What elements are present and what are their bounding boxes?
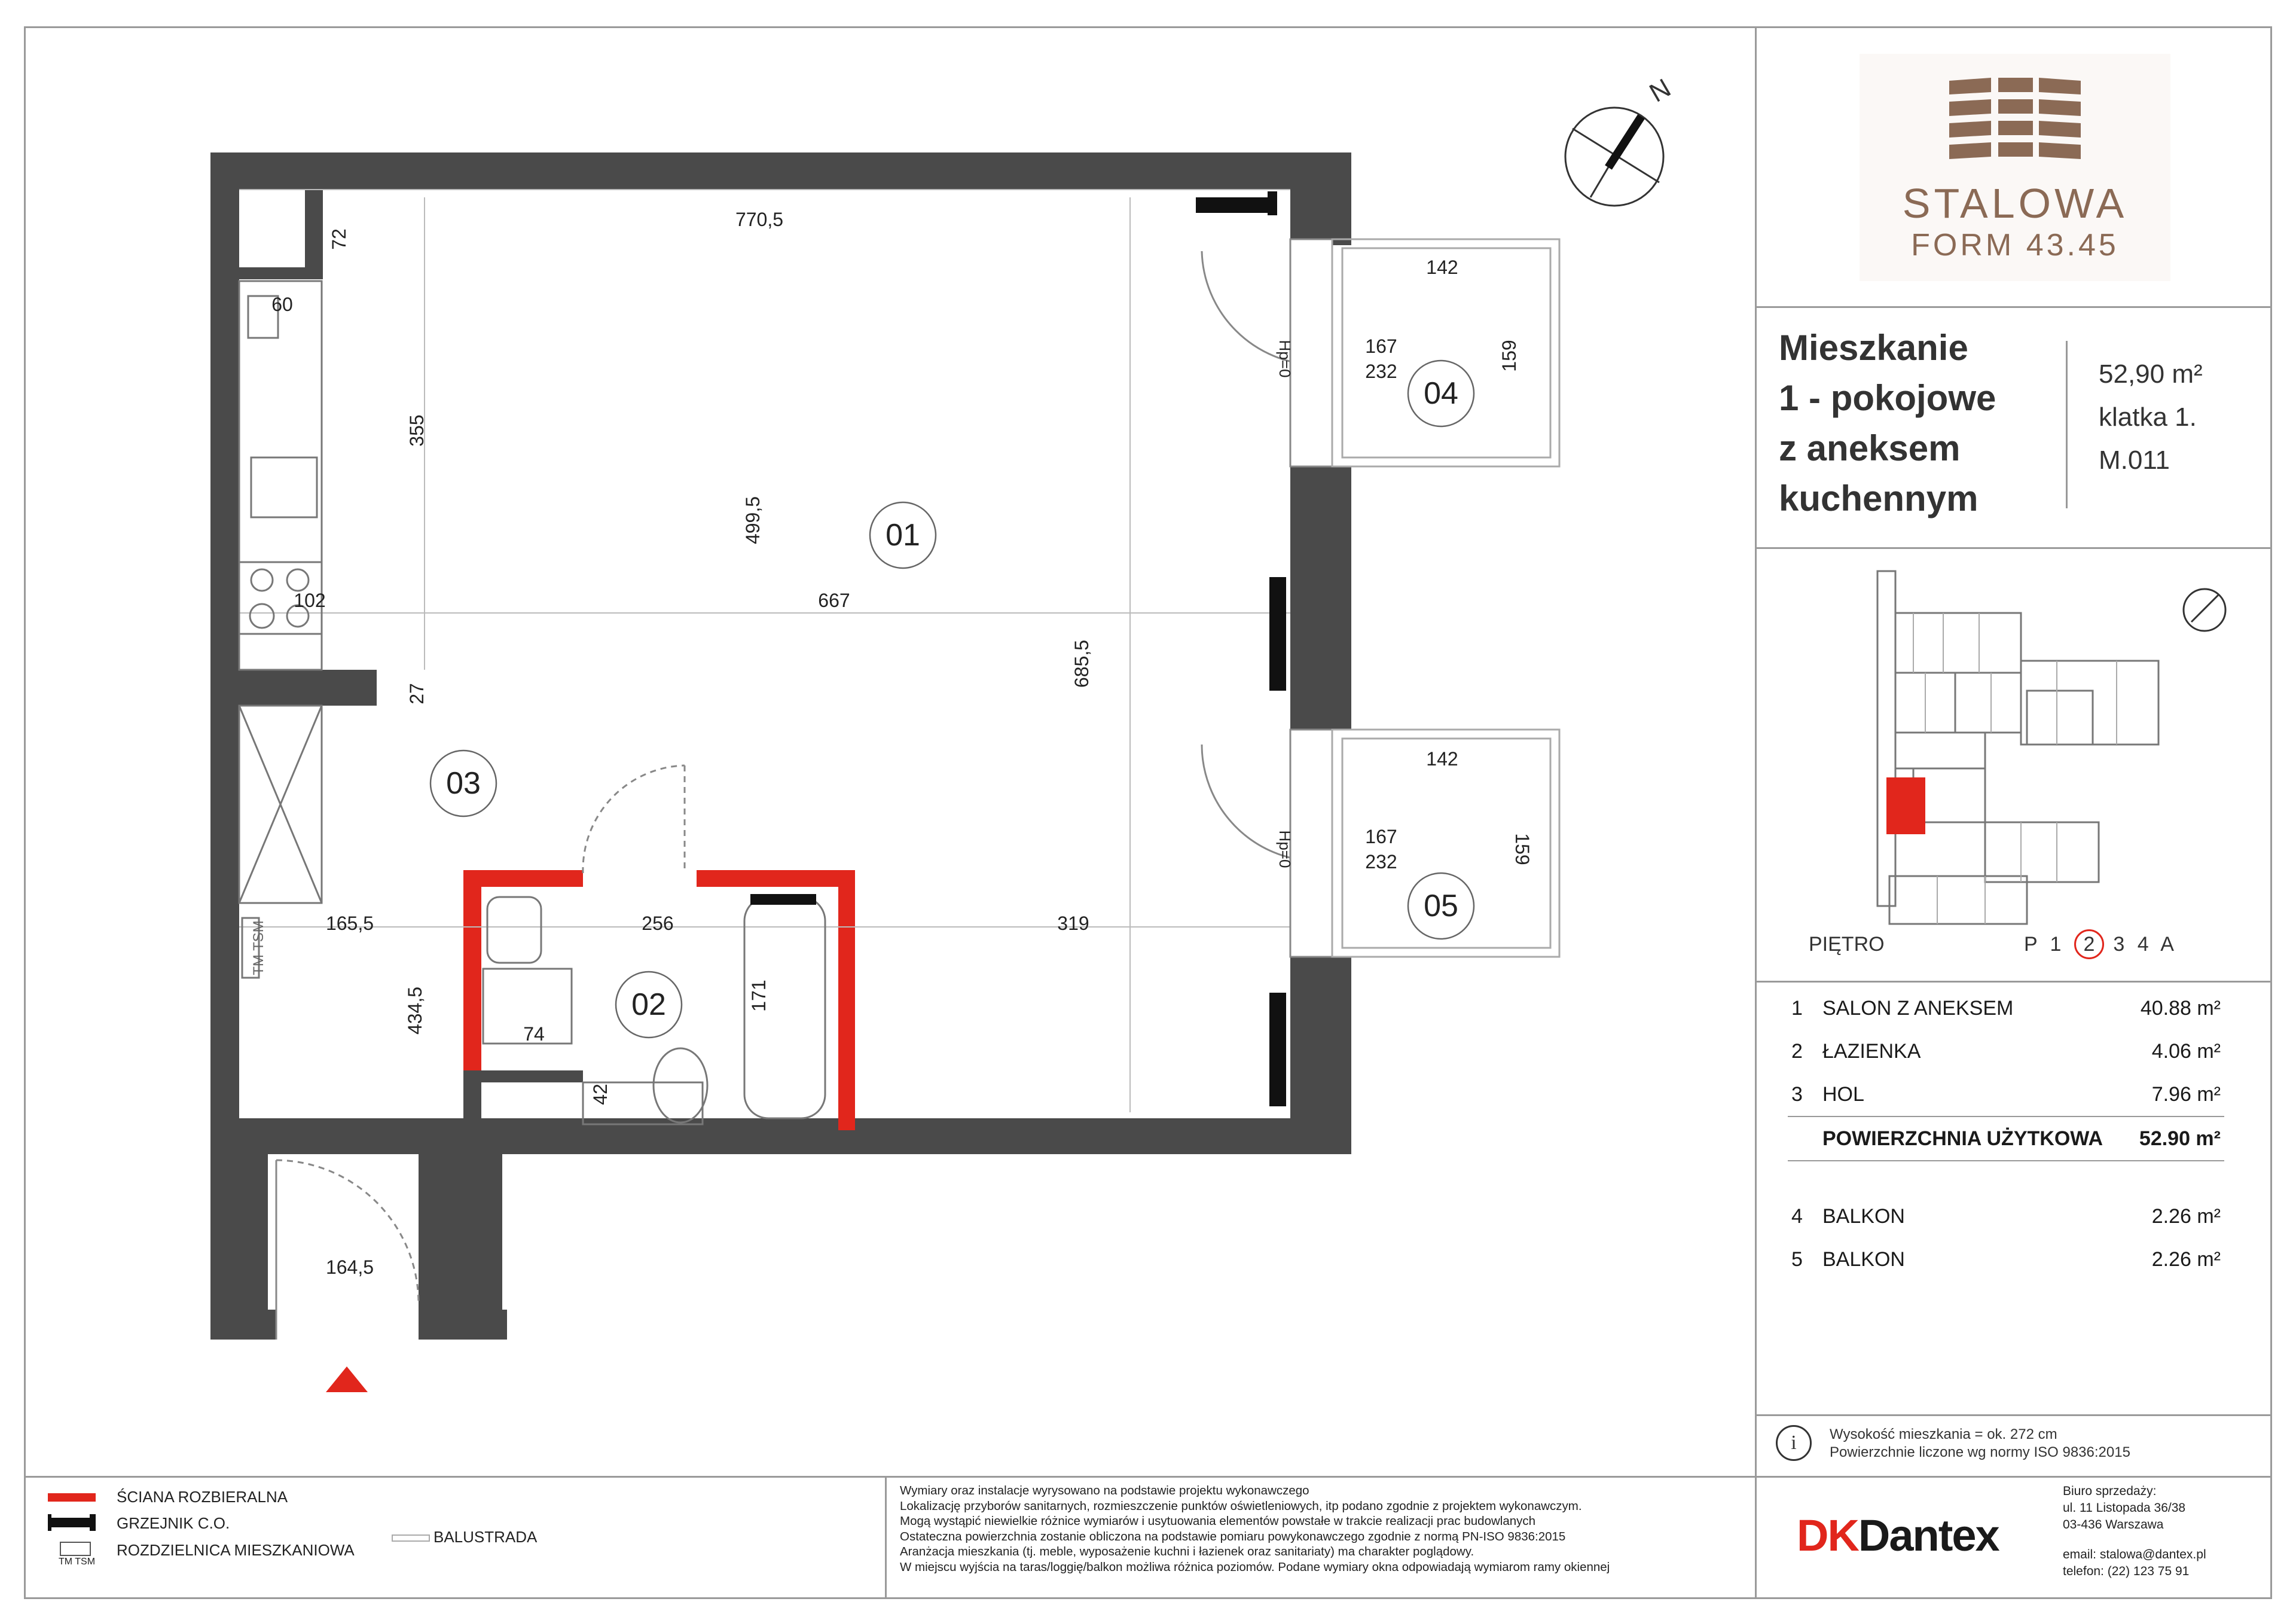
walls bbox=[210, 152, 1351, 1340]
table-row bbox=[1788, 1073, 2224, 1116]
dim-319: 319 bbox=[1057, 913, 1089, 934]
legend-distributor-tag: TM TSM bbox=[59, 1557, 96, 1567]
key-plan bbox=[1866, 559, 2254, 942]
developer-logo bbox=[1797, 1510, 1999, 1561]
legend-distributor-icon bbox=[60, 1542, 91, 1556]
legend-wall-swatch bbox=[48, 1493, 96, 1502]
note-line: Wymiary oraz instalacje wyrysowano na podstawie projektu wykonawczego bbox=[900, 1484, 1309, 1497]
dim-355: 355 bbox=[406, 414, 428, 447]
floor-3[interactable]: 3 bbox=[2113, 933, 2129, 956]
room-num: 1 bbox=[1791, 996, 1803, 1020]
developer-name: Dantex bbox=[1858, 1511, 1999, 1560]
office-title: Biuro sprzedaży: bbox=[2063, 1484, 2157, 1498]
dim-1655: 165,5 bbox=[325, 913, 374, 934]
apartment-area: 52,90 m² bbox=[2099, 359, 2203, 389]
total-label: POWIERZCHNIA UŻYTKOWA bbox=[1819, 1116, 2129, 1161]
table-row bbox=[1788, 1238, 2224, 1281]
dim-balcony4-depth: 159 bbox=[1498, 340, 1520, 372]
compass-letter: N bbox=[1644, 73, 1676, 108]
divider-floor bbox=[1755, 547, 2272, 549]
legend-distributor: ROZDZIELNICA MIESZKANIOWA bbox=[117, 1541, 355, 1559]
dim-171: 171 bbox=[748, 980, 770, 1012]
note-line: Ostateczna powierzchnia zostanie obliczona na podstawie pomiaru powykonawczego zgodnie z normą PN-ISO 9836:2015 bbox=[900, 1529, 1566, 1543]
dim-667: 667 bbox=[818, 590, 850, 611]
room-num: 3 bbox=[1791, 1082, 1803, 1106]
room-name: ŁAZIENKA bbox=[1822, 1039, 1921, 1063]
dim-102: 102 bbox=[294, 590, 326, 611]
dim-256: 256 bbox=[642, 913, 674, 934]
radiators bbox=[750, 191, 1286, 1106]
dim-42: 42 bbox=[590, 1084, 611, 1105]
office-city: 03-436 Warszawa bbox=[2063, 1518, 2164, 1532]
floor-a[interactable]: A bbox=[2160, 933, 2178, 956]
dim-60: 60 bbox=[271, 294, 293, 315]
note-line: Aranżacja mieszkania (tj. meble, wyposażenie kuchni i łazienek oraz sanitariaty) ma charakter poglądowy. bbox=[900, 1545, 1474, 1558]
dim-4345: 434,5 bbox=[404, 986, 426, 1035]
room-area: 40.88 m² bbox=[2140, 996, 2221, 1020]
dim-6855: 685,5 bbox=[1071, 639, 1092, 688]
title-line-4: kuchennym bbox=[1779, 478, 1979, 518]
total-row bbox=[1788, 1116, 2224, 1161]
dim-balcony4-167: 167 bbox=[1365, 335, 1397, 357]
brand-line1: STALOWA bbox=[1902, 180, 2128, 227]
entrance-door bbox=[276, 1160, 419, 1340]
floor-selector bbox=[2024, 933, 2178, 959]
legend-wall: ŚCIANA ROZBIERALNA bbox=[117, 1488, 288, 1506]
room-num: 2 bbox=[1791, 1039, 1803, 1063]
title-line-3: z aneksem bbox=[1779, 428, 1961, 468]
hp-label-1: Hp=0 bbox=[1276, 340, 1294, 378]
dim-74: 74 bbox=[523, 1023, 545, 1045]
dim-balcony5-width: 142 bbox=[1426, 748, 1458, 770]
apartment-title bbox=[1779, 323, 1996, 524]
table-row bbox=[1788, 987, 2224, 1030]
legend-railing-swatch bbox=[392, 1534, 430, 1542]
disclaimer-notes bbox=[900, 1483, 1743, 1575]
info-norm: Powierzchnie liczone wg normy ISO 9836:2015 bbox=[1830, 1444, 2130, 1460]
dim-balcony5-167: 167 bbox=[1365, 826, 1397, 847]
divider-footer bbox=[24, 1476, 2272, 1478]
dim-balcony4-232: 232 bbox=[1365, 361, 1397, 382]
room-label-01: 01 bbox=[886, 518, 920, 553]
divider-table bbox=[1755, 981, 2272, 983]
legend-railing: BALUSTRADA bbox=[433, 1528, 538, 1546]
legend-radiator-icon bbox=[48, 1513, 102, 1534]
divider-title bbox=[1755, 306, 2272, 308]
floor-2[interactable]: 2 bbox=[2074, 929, 2104, 959]
balcony-area: 2.26 m² bbox=[2151, 1204, 2221, 1228]
balcony-name: BALKON bbox=[1822, 1204, 1905, 1228]
office-street: ul. 11 Listopada 36/38 bbox=[2063, 1501, 2186, 1515]
kitchen bbox=[239, 281, 322, 978]
key-plan-highlight bbox=[1886, 777, 1925, 834]
floor-label: PIĘTRO bbox=[1809, 933, 1885, 956]
apartment-staircase: klatka 1. bbox=[2099, 402, 2197, 432]
floor-1[interactable]: 1 bbox=[2050, 933, 2065, 956]
office-phone[interactable]: telefon: (22) 123 75 91 bbox=[2063, 1564, 2190, 1578]
balcony-area: 2.26 m² bbox=[2151, 1247, 2221, 1271]
developer-mark: DK bbox=[1797, 1511, 1858, 1560]
room-label-02: 02 bbox=[631, 987, 666, 1022]
footer-divider-left bbox=[885, 1476, 887, 1599]
footer-divider-right bbox=[1755, 1476, 1757, 1599]
rooms-table bbox=[1788, 987, 2224, 1281]
title-line-1: Mieszkanie bbox=[1779, 328, 1968, 368]
dim-4995: 499,5 bbox=[742, 496, 764, 545]
dim-balcony4-width: 142 bbox=[1426, 257, 1458, 278]
note-line: W miejscu wyjścia na taras/loggię/balkon możliwa różnica poziomów. Podane wymiary okna odpowiadają wymiarom ramy okiennej bbox=[900, 1560, 1610, 1574]
floor-p[interactable]: P bbox=[2024, 933, 2041, 956]
office-email[interactable]: email: stalowa@dantex.pl bbox=[2063, 1548, 2206, 1561]
room-label-04: 04 bbox=[1424, 376, 1458, 411]
dim-balcony5-depth: 159 bbox=[1512, 833, 1533, 865]
info-height: Wysokość mieszkania = ok. 272 cm bbox=[1830, 1426, 2057, 1442]
room-label-05: 05 bbox=[1424, 889, 1458, 923]
total-area: 52.90 m² bbox=[2129, 1116, 2224, 1161]
balcony-num: 4 bbox=[1791, 1204, 1803, 1228]
note-line: Mogą wystąpić niewielkie różnice wymiarów i usytuowania elementów powstałe w trakcie realizacji prac budowlanych bbox=[900, 1514, 1536, 1528]
balcony-num: 5 bbox=[1791, 1247, 1803, 1271]
dim-770: 770,5 bbox=[735, 209, 784, 230]
entrance-marker bbox=[326, 1366, 368, 1392]
room-name: HOL bbox=[1822, 1082, 1864, 1106]
title-separator bbox=[2066, 341, 2068, 508]
divider-info bbox=[1755, 1414, 2272, 1416]
room-area: 7.96 m² bbox=[2151, 1082, 2221, 1106]
brand-line2: FORM 43.45 bbox=[1911, 228, 2119, 263]
table-row bbox=[1788, 1195, 2224, 1238]
dim-balcony5-232: 232 bbox=[1365, 851, 1397, 872]
table-row bbox=[1788, 1030, 2224, 1073]
brand-name bbox=[1860, 179, 2170, 263]
dim-1645: 164,5 bbox=[325, 1256, 374, 1278]
panel-divider bbox=[1755, 26, 1757, 1491]
apartment-meta bbox=[2099, 353, 2203, 482]
title-line-2: 1 - pokojowe bbox=[1779, 378, 1996, 418]
room-name: SALON Z ANEKSEM bbox=[1822, 996, 2014, 1020]
dim-72: 72 bbox=[328, 228, 350, 250]
note-line: Lokalizację przyborów sanitarnych, rozmieszczenie punktów oświetleniowych, itp podano zgodnie z projektem wykonawczym. bbox=[900, 1499, 1582, 1513]
legend-radiator: GRZEJNIK C.O. bbox=[117, 1514, 230, 1532]
sales-office bbox=[2063, 1483, 2206, 1580]
info-icon: i bbox=[1776, 1425, 1812, 1461]
distributor-tag-plan: TM TSM bbox=[251, 920, 267, 975]
dim-27: 27 bbox=[406, 683, 428, 704]
room-area: 4.06 m² bbox=[2151, 1039, 2221, 1063]
balcony-name: BALKON bbox=[1822, 1247, 1905, 1271]
room-label-03: 03 bbox=[446, 766, 481, 801]
floor-4[interactable]: 4 bbox=[2137, 933, 2152, 956]
hp-label-2: Hp=0 bbox=[1276, 830, 1294, 868]
apartment-code: M.011 bbox=[2099, 446, 2170, 475]
